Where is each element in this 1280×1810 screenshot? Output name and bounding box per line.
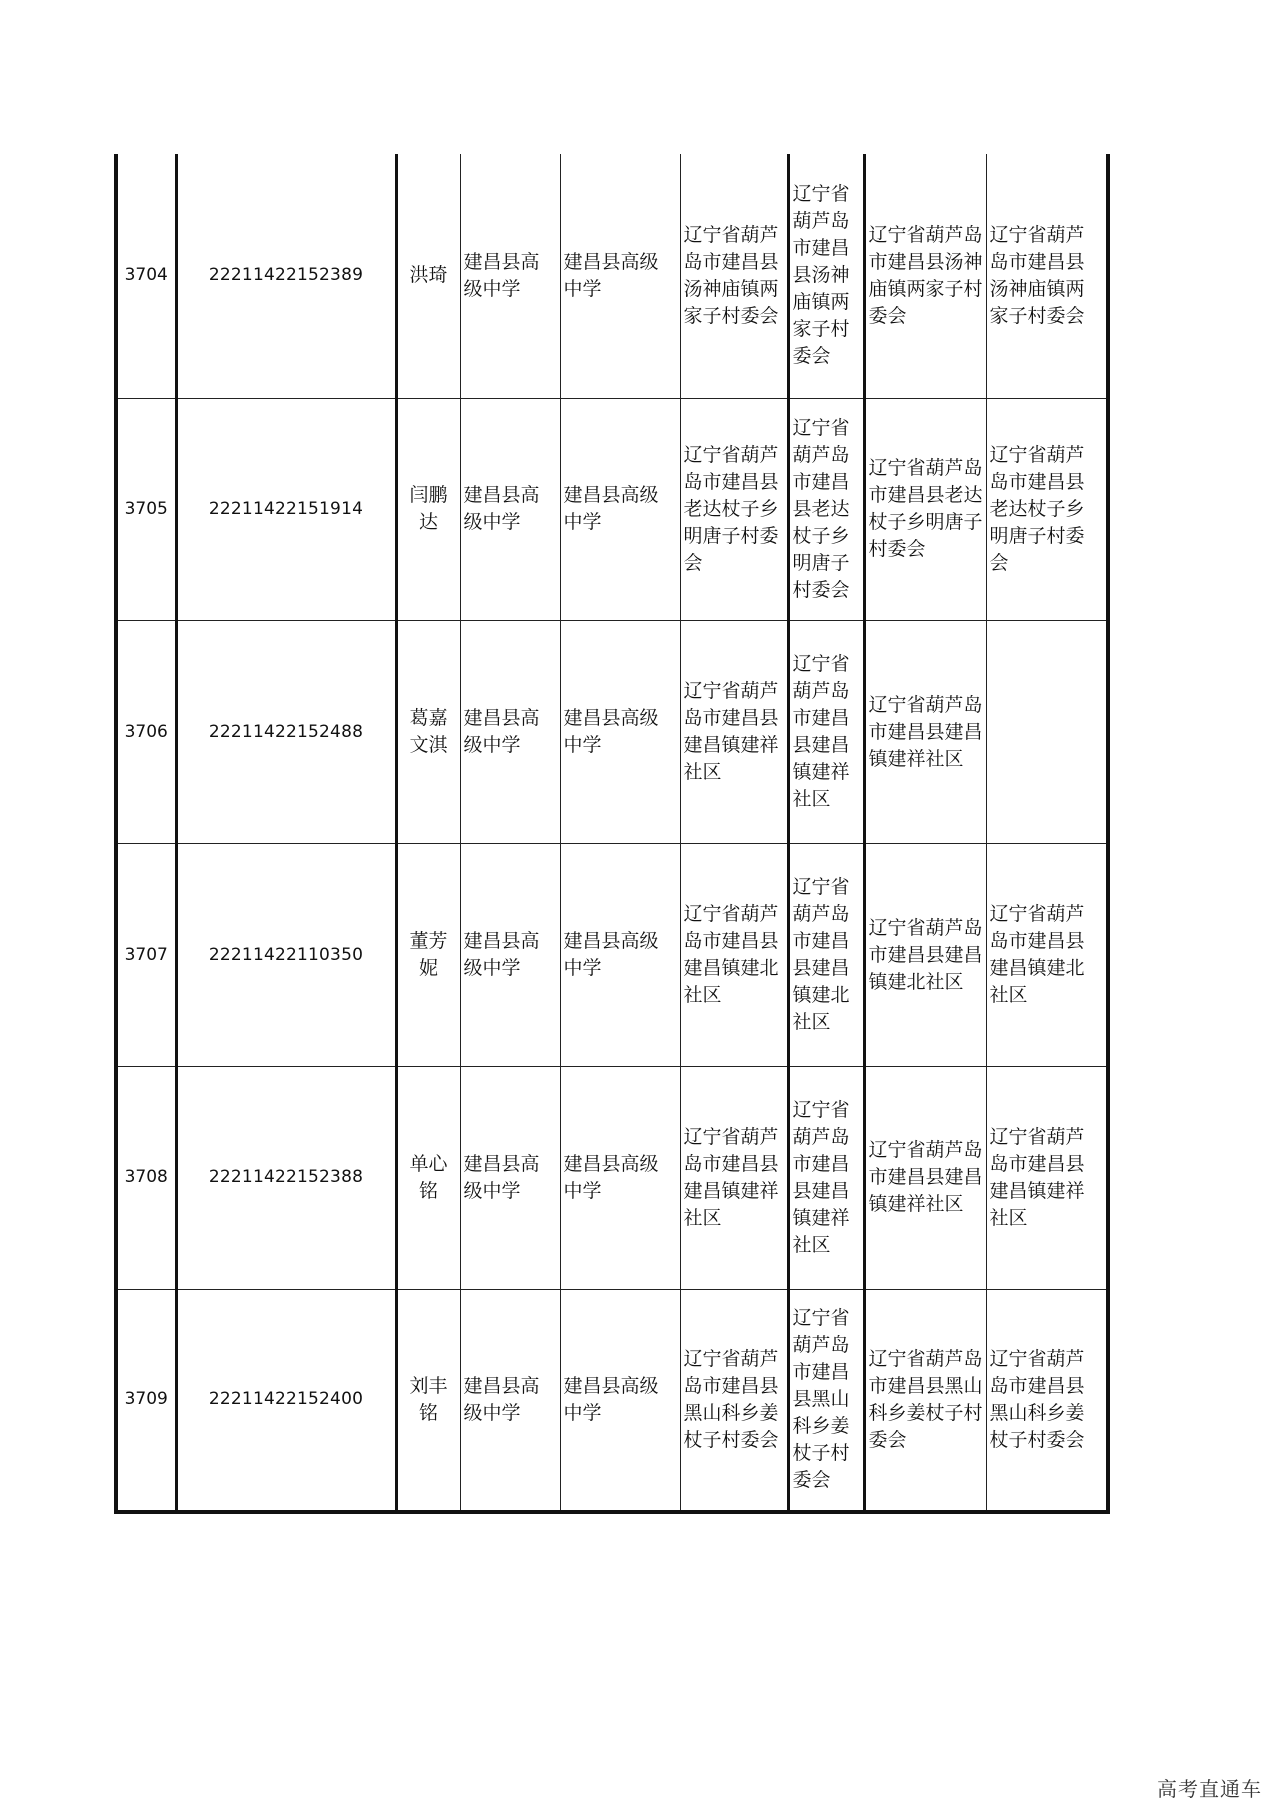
table-row <box>116 1289 1108 1512</box>
exam-id-cell: 22211422110350 <box>176 844 396 1067</box>
exam-id-cell: 22211422152488 <box>176 621 396 844</box>
name-cell: 洪琦 <box>396 154 460 398</box>
school-cell: 建昌县高级中学 <box>460 1289 560 1512</box>
graduation-school-cell: 建昌县高级中学 <box>560 1289 680 1512</box>
school-cell: 建昌县高级中学 <box>460 621 560 844</box>
address3-cell: 辽宁省葫芦岛市建昌县汤神庙镇两家子村委会 <box>864 154 986 398</box>
address3-cell: 辽宁省葫芦岛市建昌县建昌镇建祥社区 <box>864 621 986 844</box>
address4-cell <box>986 621 1108 844</box>
address4-cell: 辽宁省葫芦岛市建昌县建昌镇建祥社区 <box>986 1066 1108 1289</box>
address2-cell: 辽宁省葫芦岛市建昌县建昌镇建北社区 <box>788 844 864 1067</box>
address4-cell: 辽宁省葫芦岛市建昌县黑山科乡姜杖子村委会 <box>986 1289 1108 1512</box>
address1-cell: 辽宁省葫芦岛市建昌县汤神庙镇两家子村委会 <box>680 154 788 398</box>
name-cell: 闫鹏达 <box>396 398 460 621</box>
address1-cell: 辽宁省葫芦岛市建昌县建昌镇建祥社区 <box>680 621 788 844</box>
graduation-school-cell: 建昌县高级中学 <box>560 154 680 398</box>
graduation-school-cell: 建昌县高级中学 <box>560 398 680 621</box>
address2-cell: 辽宁省葫芦岛市建昌县黑山科乡姜杖子村委会 <box>788 1289 864 1512</box>
address2-cell: 辽宁省葫芦岛市建昌县建昌镇建祥社区 <box>788 621 864 844</box>
seq-cell: 3708 <box>116 1066 176 1289</box>
address1-cell: 辽宁省葫芦岛市建昌县建昌镇建祥社区 <box>680 1066 788 1289</box>
address4-cell: 辽宁省葫芦岛市建昌县老达杖子乡明唐子村委会 <box>986 398 1108 621</box>
table-row <box>116 154 1108 398</box>
watermark-text: 高考直通车 <box>1157 1777 1262 1801</box>
address3-cell: 辽宁省葫芦岛市建昌县建昌镇建北社区 <box>864 844 986 1067</box>
address1-cell: 辽宁省葫芦岛市建昌县老达杖子乡明唐子村委会 <box>680 398 788 621</box>
document-sheet <box>114 154 1106 1514</box>
address3-cell: 辽宁省葫芦岛市建昌县黑山科乡姜杖子村委会 <box>864 1289 986 1512</box>
name-cell: 单心铭 <box>396 1066 460 1289</box>
table-row <box>116 844 1108 1067</box>
address2-cell: 辽宁省葫芦岛市建昌县老达杖子乡明唐子村委会 <box>788 398 864 621</box>
seq-cell: 3709 <box>116 1289 176 1512</box>
exam-id-cell: 22211422152400 <box>176 1289 396 1512</box>
address4-cell: 辽宁省葫芦岛市建昌县建昌镇建北社区 <box>986 844 1108 1067</box>
seq-cell: 3704 <box>116 154 176 398</box>
exam-id-cell: 22211422151914 <box>176 398 396 621</box>
graduation-school-cell: 建昌县高级中学 <box>560 621 680 844</box>
school-cell: 建昌县高级中学 <box>460 398 560 621</box>
address3-cell: 辽宁省葫芦岛市建昌县建昌镇建祥社区 <box>864 1066 986 1289</box>
address2-cell: 辽宁省葫芦岛市建昌县建昌镇建祥社区 <box>788 1066 864 1289</box>
school-cell: 建昌县高级中学 <box>460 1066 560 1289</box>
graduation-school-cell: 建昌县高级中学 <box>560 1066 680 1289</box>
student-table <box>114 154 1110 1514</box>
seq-cell: 3706 <box>116 621 176 844</box>
school-cell: 建昌县高级中学 <box>460 844 560 1067</box>
table-row <box>116 1066 1108 1289</box>
seq-cell: 3707 <box>116 844 176 1067</box>
address1-cell: 辽宁省葫芦岛市建昌县黑山科乡姜杖子村委会 <box>680 1289 788 1512</box>
name-cell: 董芳妮 <box>396 844 460 1067</box>
table-row <box>116 621 1108 844</box>
table-row <box>116 398 1108 621</box>
address4-cell: 辽宁省葫芦岛市建昌县汤神庙镇两家子村委会 <box>986 154 1108 398</box>
exam-id-cell: 22211422152388 <box>176 1066 396 1289</box>
address3-cell: 辽宁省葫芦岛市建昌县老达杖子乡明唐子村委会 <box>864 398 986 621</box>
school-cell: 建昌县高级中学 <box>460 154 560 398</box>
seq-cell: 3705 <box>116 398 176 621</box>
name-cell: 刘丰铭 <box>396 1289 460 1512</box>
address1-cell: 辽宁省葫芦岛市建昌县建昌镇建北社区 <box>680 844 788 1067</box>
address2-cell: 辽宁省葫芦岛市建昌县汤神庙镇两家子村委会 <box>788 154 864 398</box>
name-cell: 葛嘉文淇 <box>396 621 460 844</box>
graduation-school-cell: 建昌县高级中学 <box>560 844 680 1067</box>
exam-id-cell: 22211422152389 <box>176 154 396 398</box>
